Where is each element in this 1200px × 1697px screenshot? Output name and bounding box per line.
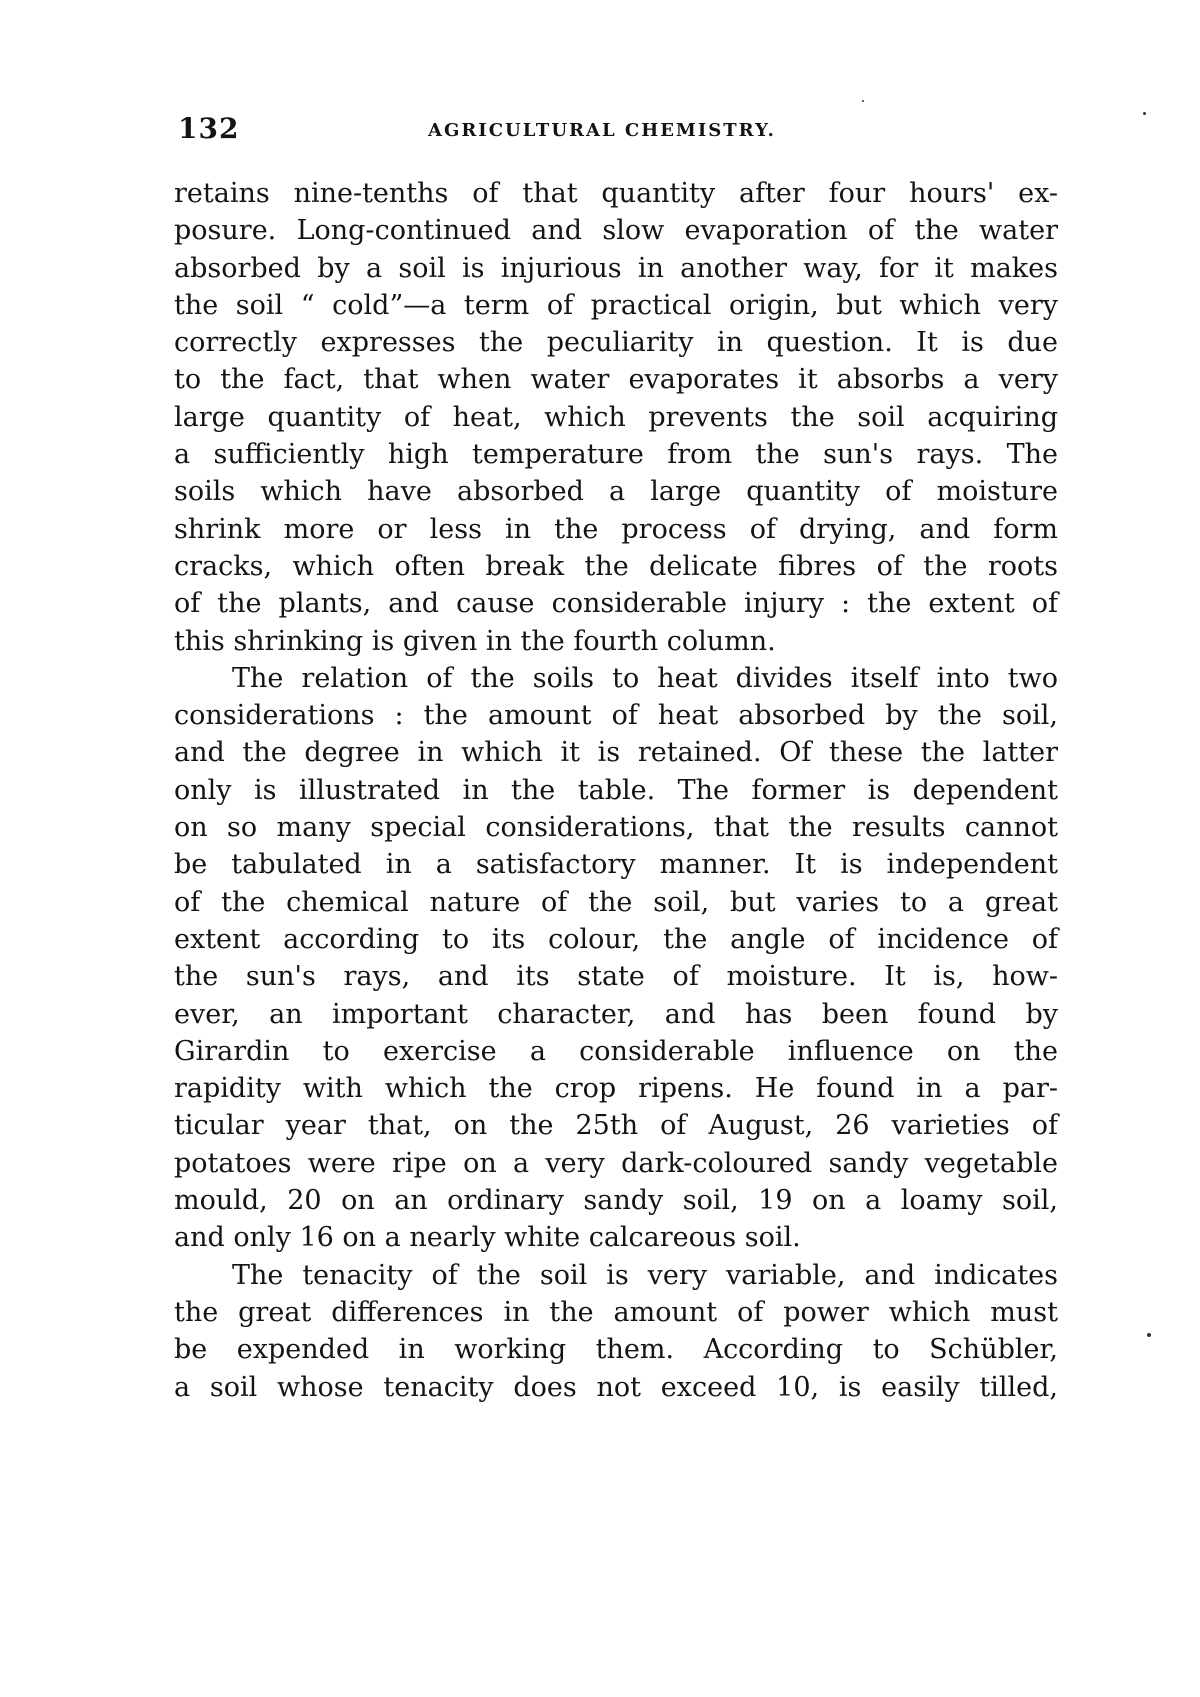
text-line: and the degree in which it is retained. Of these the latter xyxy=(174,737,1058,769)
text-line: shrink more or less in the process of drying, and form xyxy=(174,513,1058,545)
text-line: the soil “ cold”—a term of practical origin, but which very xyxy=(174,289,1058,321)
text-line: only is illustrated in the table. The former is dependent xyxy=(174,774,1058,806)
text-line: posure. Long-continued and slow evaporation of the water xyxy=(174,215,1058,247)
text-line: a sufficiently high temperature from the sun's rays. The xyxy=(174,439,1058,471)
body-text xyxy=(174,175,1058,1406)
text-line: absorbed by a soil is injurious in another way, for it makes xyxy=(174,252,1058,284)
scan-speck xyxy=(1147,1333,1151,1337)
paragraph-1 xyxy=(174,175,1058,660)
text-line: be expended in working them. According to Schübler, xyxy=(174,1334,1058,1366)
text-line: ticular year that, on the 25th of August, 26 varieties of xyxy=(174,1110,1058,1142)
text-line: large quantity of heat, which prevents the soil acquiring xyxy=(174,401,1058,433)
text-line: extent according to its colour, the angle of incidence of xyxy=(174,923,1058,955)
text-line: the sun's rays, and its state of moisture. It is, how- xyxy=(174,961,1058,993)
scan-speck xyxy=(1143,112,1146,115)
text-line: this shrinking is given in the fourth column. xyxy=(174,625,776,657)
text-line: potatoes were ripe on a very dark-coloured sandy vegetable xyxy=(174,1147,1058,1179)
text-line: to the fact, that when water evaporates it absorbs a very xyxy=(174,364,1058,396)
paragraph-3 xyxy=(174,1257,1058,1406)
text-line: mould, 20 on an ordinary sandy soil, 19 on a loamy soil, xyxy=(174,1185,1058,1217)
page-header xyxy=(178,112,1058,152)
text-line: Girardin to exercise a considerable influence on the xyxy=(174,1035,1058,1067)
text-line: The relation of the soils to heat divides itself into two xyxy=(232,662,1058,694)
text-line: retains nine-tenths of that quantity after four hours' ex- xyxy=(174,178,1058,209)
text-line: correctly expresses the peculiarity in question. It is due xyxy=(174,327,1058,359)
text-line: ever, an important character, and has been found by xyxy=(174,998,1058,1030)
text-line: soils which have absorbed a large quantity of moisture xyxy=(174,476,1058,508)
text-line: on so many special considerations, that the results cannot xyxy=(174,812,1058,844)
text-line: of the plants, and cause considerable injury : the extent of xyxy=(174,588,1058,620)
text-line: and only 16 on a nearly white calcareous soil. xyxy=(174,1222,801,1254)
text-line: The tenacity of the soil is very variable, and indicates xyxy=(232,1259,1058,1291)
text-line: a soil whose tenacity does not exceed 10, is easily tilled, xyxy=(174,1371,1058,1403)
text-line: the great differences in the amount of power which must xyxy=(174,1296,1058,1328)
scan-speck xyxy=(862,100,864,102)
page-number: 132 xyxy=(178,112,240,145)
text-line: of the chemical nature of the soil, but varies to a great xyxy=(174,886,1058,918)
paragraph-2 xyxy=(174,660,1058,1257)
running-title: AGRICULTURAL CHEMISTRY. xyxy=(428,120,776,141)
text-line: considerations : the amount of heat absorbed by the soil, xyxy=(174,700,1058,732)
text-line: cracks, which often break the delicate fibres of the roots xyxy=(174,550,1058,582)
text-line: rapidity with which the crop ripens. He found in a par- xyxy=(174,1073,1058,1105)
text-line: be tabulated in a satisfactory manner. It is independent xyxy=(174,849,1058,881)
